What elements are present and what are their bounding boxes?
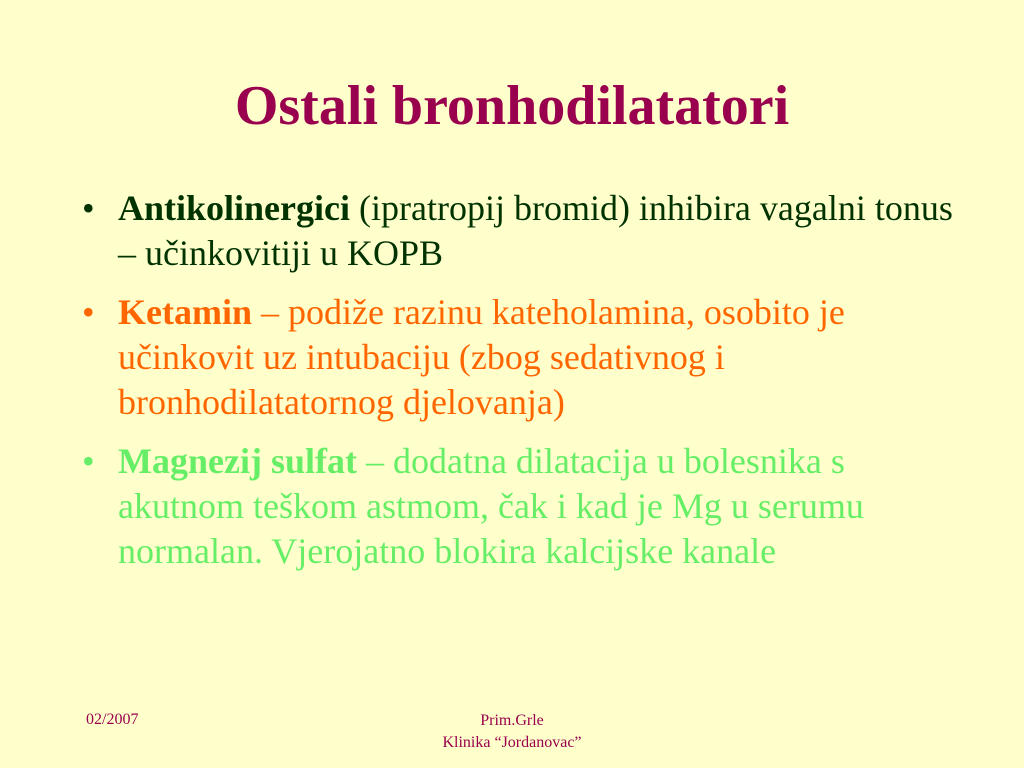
bullet-text: – dodatna dilatacija u bolesnika s akutnom teškom astmom, čak i kad je Mg u serumu normalan. Vjerojatno blokira kalcijske kanale [118, 441, 864, 571]
bullet-term: Antikolinergici [118, 188, 350, 228]
footer-institution: Klinika “Jordanovac” [442, 734, 582, 751]
bullet-point-icon [82, 290, 106, 335]
slide-title: Ostali bronhodilatatori [234, 75, 790, 137]
bullet-point-icon [82, 186, 106, 231]
bullet-text: (ipratropij bromid) inhibira vagalni tonus – učinkovitiji u KOPB [118, 188, 953, 273]
bullet-item-magnezij-sulfat [82, 439, 962, 574]
footer-date: 02/2007 [86, 711, 139, 728]
footer-credit [412, 710, 612, 754]
bullet-item-antikolinergici [82, 186, 962, 276]
bullet-term: Magnezij sulfat [118, 441, 357, 481]
footer-author: Prim.Grle [480, 712, 544, 729]
bullet-point-icon [82, 439, 106, 484]
bullet-term: Ketamin [118, 292, 252, 332]
bullet-list [82, 186, 962, 588]
bullet-text: – podiže razinu kateholamina, osobito je učinkovit uz intubaciju (zbog sedativnog i bronhodilatatornog djelovanja) [118, 292, 845, 422]
bullet-item-ketamin [82, 290, 962, 425]
